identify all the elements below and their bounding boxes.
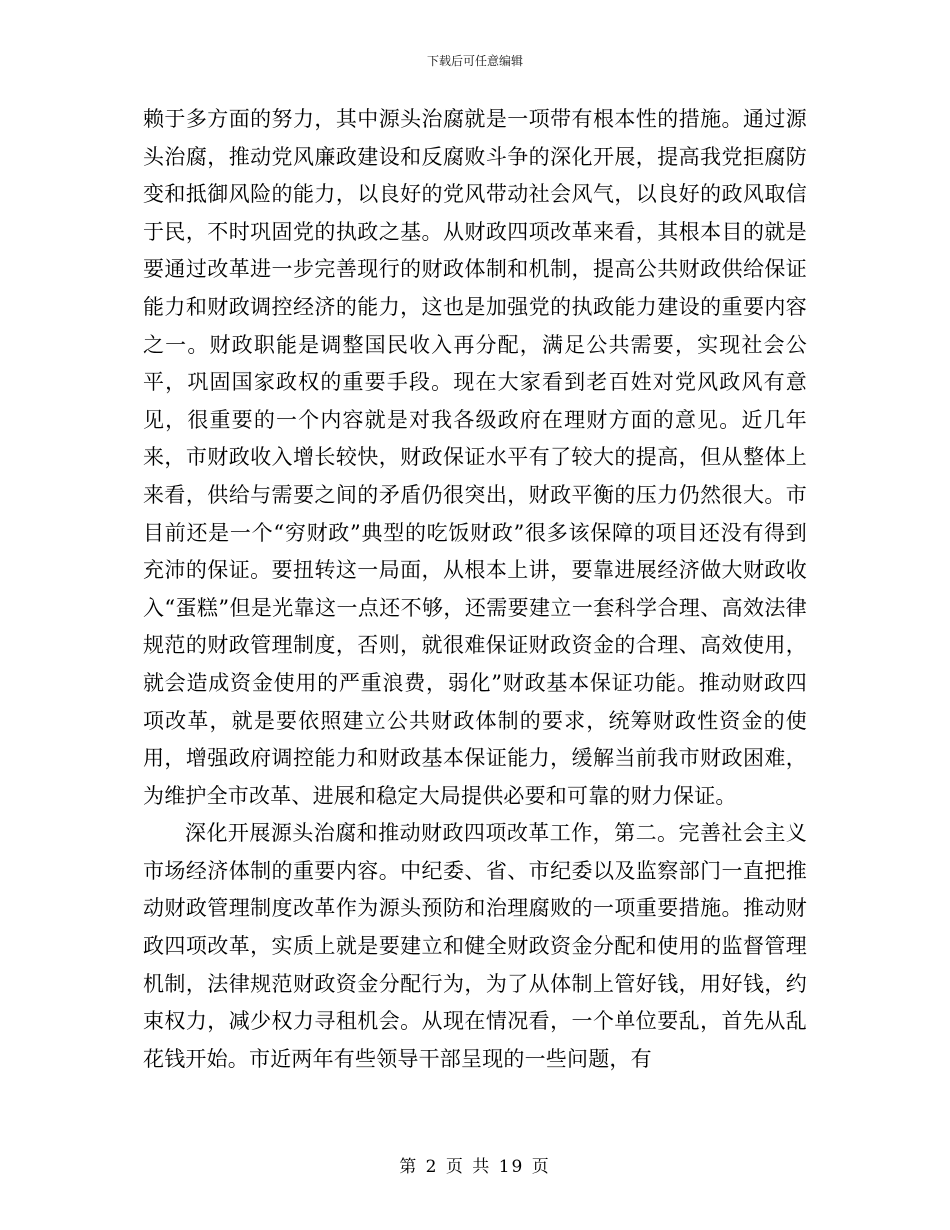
page-header-note: 下载后可任意编辑 — [426, 54, 523, 68]
paragraph-2: 深化开展源头治腐和推动财政四项改革工作，第二。完善社会主义市场经济体制的重要内容。中纪委、省、市纪委以及监察部门一直把推动财政管理制度改革作为源头预防和治理腐败的一项重要措施。推动财政四项改革，实质上就是要建立和健全财政资金分配和使用的监督管理机制，法律规范财政资金分配行为，为了从体制上管好钱，用好钱，约束权力，减少权力寻租机会。从现在情况看，一个单位要乱，首先从乱花钱开始。市近两年有些领导干部呈现的一些问题，有 — [143, 821, 807, 1071]
document-body — [143, 101, 807, 1078]
paragraph-1: 赖于多方面的努力，其中源头治腐就是一项带有根本性的措施。通过源头治腐，推动党风廉政建设和反腐败斗争的深化开展，提高我党拒腐防变和抵御风险的能力，以良好的党风带动社会风气，以良好的政风取信于民，不时巩固党的执政之基。从财政四项改革来看，其根本目的就是要通过改革进一步完善现行的财政体制和机制，提高公共财政供给保证能力和财政调控经济的能力，这也是加强党的执政能力建设的重要内容之一。财政职能是调整国民收入再分配，满足公共需要，实现社会公平，巩固国家政权的重要手段。现在大家看到老百姓对党风政风有意见，很重要的一个内容就是对我各级政府在理财方面的意见。近几年来，市财政收入增长较快，财政保证水平有了较大的提高，但从整体上来看，供给与需要之间的矛盾仍很突出，财政平衡的压力仍然很大。市目前还是一个“穷财政”典型的吃饭财政”很多该保障的项目还没有得到充沛的保证。要扭转这一局面，从根本上讲，要靠进展经济做大财政收入“蛋糕”但是光靠这一点还不够，还需要建立一套科学合理、高效法律规范的财政管理制度，否则，就很难保证财政资金的合理、高效使用，就会造成资金使用的严重浪费，弱化”财政基本保证功能。推动财政四项改革，就是要依照建立公共财政体制的要求，统筹财政性资金的使用，增强政府调控能力和财政基本保证能力，缓解当前我市财政困难，为维护全市改革、进展和稳定大局提供必要和可靠的财力保证。 — [143, 107, 807, 808]
page-number-footer: 第 2 页 共 19 页 — [399, 1157, 551, 1177]
